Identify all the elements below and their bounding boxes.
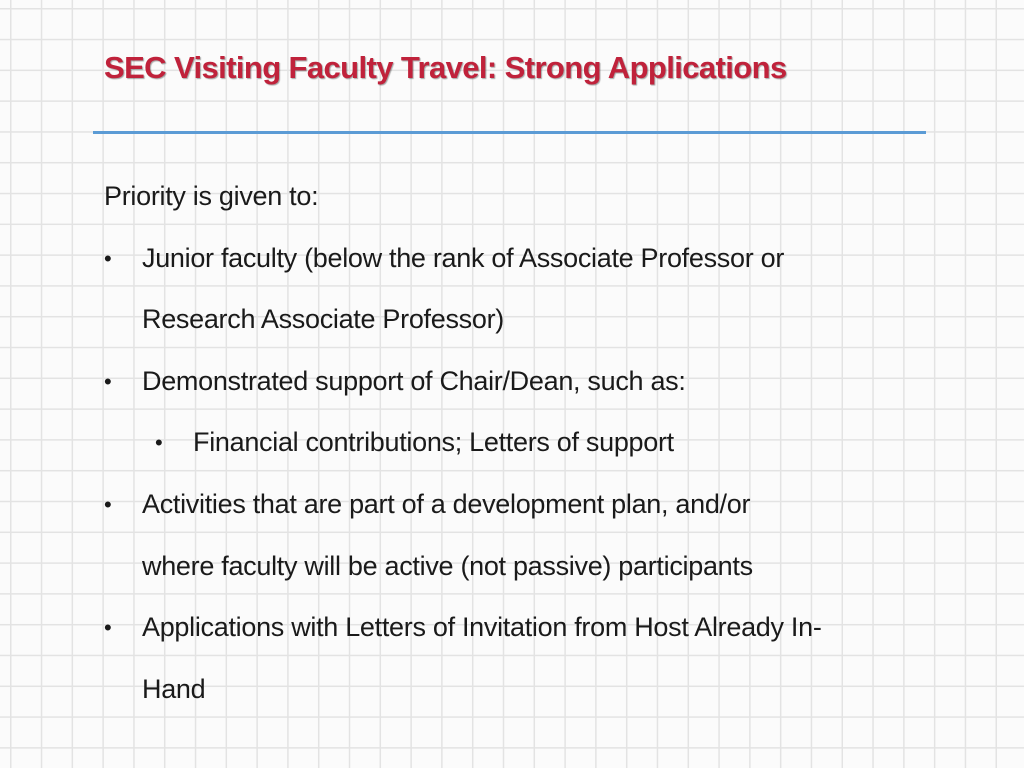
sub-bullet-list bbox=[142, 412, 984, 474]
bullet-icon: • bbox=[104, 615, 112, 641]
list-item-line: Research Associate Professor) bbox=[142, 304, 504, 335]
list-item-line: Junior faculty (below the rank of Associate Professor or bbox=[142, 242, 785, 273]
sub-bullet-icon: • bbox=[155, 430, 163, 456]
bullet-icon: • bbox=[104, 245, 112, 271]
list-item-line: Hand bbox=[142, 673, 206, 704]
list-item-line: Demonstrated support of Chair/Dean, such as: bbox=[142, 365, 686, 396]
list-item bbox=[104, 351, 984, 474]
list-item-line: Activities that are part of a development plan, and/or bbox=[142, 488, 751, 519]
bullet-icon: • bbox=[104, 368, 112, 394]
sub-list-item bbox=[142, 412, 984, 474]
bullet-icon: • bbox=[104, 491, 112, 517]
bullet-list bbox=[104, 228, 984, 721]
list-item-line: Applications with Letters of Invitation from Host Already In- bbox=[142, 612, 822, 643]
list-item bbox=[104, 228, 984, 351]
sub-list-item-line: Financial contributions; Letters of support bbox=[193, 427, 674, 458]
title-divider bbox=[93, 131, 926, 134]
list-item-line: where faculty will be active (not passive) participants bbox=[142, 550, 753, 581]
slide-title: SEC Visiting Faculty Travel: Strong Applications bbox=[104, 50, 787, 85]
intro-text: Priority is given to: bbox=[104, 181, 319, 211]
slide-body bbox=[104, 166, 984, 720]
list-item bbox=[104, 597, 984, 720]
list-item bbox=[104, 474, 984, 597]
